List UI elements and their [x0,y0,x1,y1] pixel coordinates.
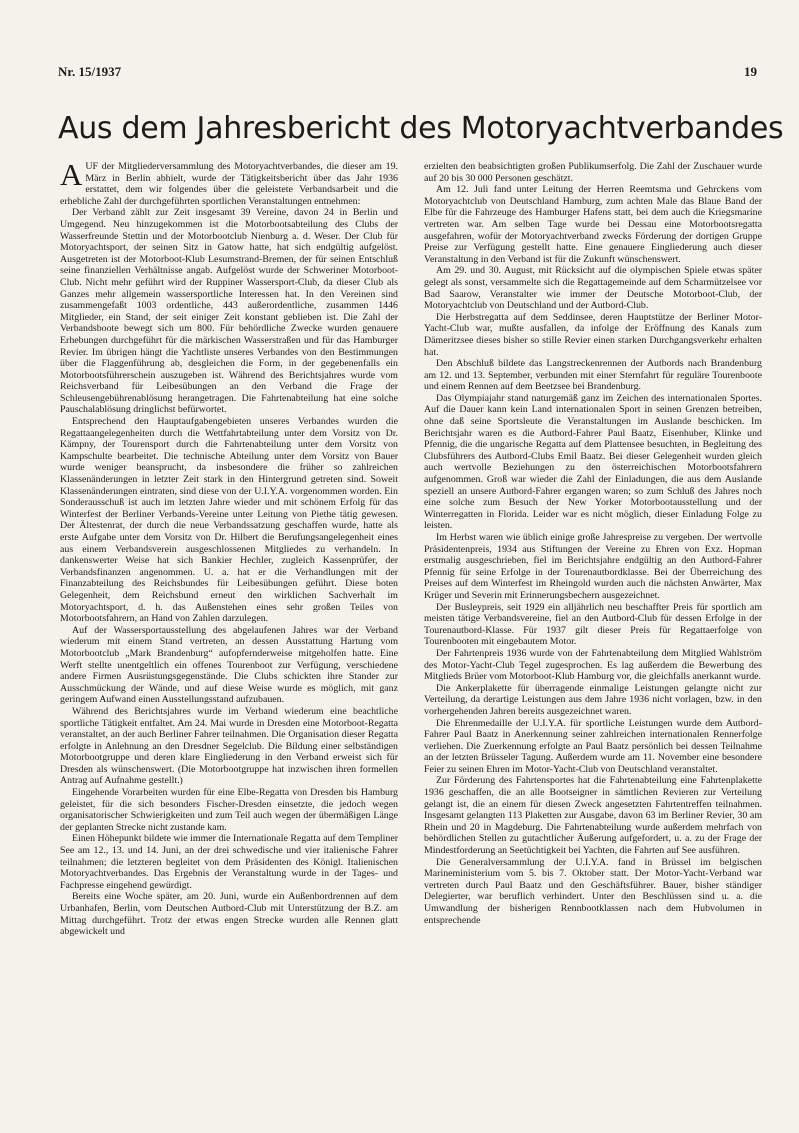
drop-cap: A [60,157,83,192]
paragraph: Der Busleypreis, seit 1929 ein alljährlich neu beschaffter Preis für sportlich am meisten tätige Verbandsvereine, fiel an den Autbord-Club für dessen Erfolge in der Tourenautbord-Klasse. Für 1937 gilt dieser Preis für Regattaerfolge von Tourenbooten mit eingebautem Motor. [424,601,762,648]
paragraph: Während des Berichtsjahres wurde im Verband wiederum eine beachtliche sportliche Tätigkeit entfaltet. Am 24. Mai wurde in Dresden eine Motorboot-Regatta veranstaltet, an der auch Berliner Fahrer teilnahmen. Die Organisation dieser Regatta erfolgte in Anlehnung an den Dresdner Segelclub. Die Bildung einer selbständigen Motorbootgruppe und deren klare Eingliederung in den Verband erweist sich für Dresden als wünschenswert. (Die Motorbootgruppe hat inzwischen ihren formellen Antrag auf Aufnahme gestellt.) [60,705,398,787]
paragraph: Einen Höhepunkt bildete wie immer die Internationale Regatta auf dem Templiner See am 12., 13. und 14. Juni, an der drei schwedische und vier italienische Fahrer teilnahmen; die letzteren begleitet von dem Präsidenten des Königl. Italienischen Motoryachtverbandes. Das Ergebnis der Veranstaltung wurde in der Tages- und Fachpresse eingehend gewürdigt. [60,833,398,891]
paragraph: Der Fahrtenpreis 1936 wurde von der Fahrtenabteilung dem Mitglied Wahlström des Motor-Yacht-Club Tegel zugesprochen. Es lag außerdem die Bewerbung des Mitglieds Brüer vom Motorboot-Klub Hamburg vor, die gleichfalls anerkannt wurde. [424,647,762,683]
paragraph: Die Ankerplakette für überragende einmalige Leistungen gelangte nicht zur Verteilung, da derartige Leistungen aus dem Jahre 1936 nicht vorlagen, bzw. in den vorhergehenden Jahren bereits ausgezeichnet waren. [424,682,762,717]
paragraph: Die Ehrenmedaille der U.I.Y.A. für sportliche Leistungen wurde dem Autbord-Fahrer Paul Baatz in Anerkennung seiner zahlreichen internationalen Rennerfolge verliehen. Die Zuerkennung erfolgte an Paul Baatz persönlich bei dessen Teilnahme an der letzten Brüsseler Tagung. Außerdem wurde am 11. November eine besondere Feier zu seinen Ehren im Motor-Yacht-Club von Deutschland veranstaltet. [424,717,762,775]
article-column-left [60,157,398,938]
paragraph: Die Herbstregatta auf dem Seddinsee, deren Hauptstütze der Berliner Motor-Yacht-Club war, mußte ausfallen, da infolge der Eröffnung des Kanals zum Dämeritzsee dieses bisher so stille Revier einen starken Durchgangsverkehr erhalten hat. [424,311,762,358]
paragraph: Eingehende Vorarbeiten wurden für eine Elbe-Regatta von Dresden bis Hamburg geleistet, für die sich besonders Fischer-Dresden einsetzte, die jedoch wegen organisatorischer Schwierigkeiten und zum Teil auch wegen der übermäßigen Länge der geplanten Strecke nicht zustande kam. [60,787,398,833]
paragraph-text: UF der Mitgliederversammlung des Motoryachtverbandes, die dieser am 19. März in Berlin abhielt, wurde der Tätigkeitsbericht über das Jahr 1936 erstattet, dem wir folgendes über die geleistete Verbandsarbeit und die erhebliche Zahl der durchgeführten sportlichen Veranstaltungen entnehmen: [60,161,398,207]
paragraph: Auf der Wassersportausstellung des abgelaufenen Jahres war der Verband wiederum mit einem Stand vertreten, an dessen Ausstattung Hartung vom Motorbootclub „Mark Brandenburg“ aufopfernderweise mitgeholfen hatte. Eine Werft stellte unentgeltlich ein offenes Tourenboot zur Verfügung, verschiedene andere Firmen Ausrüstungsgegenstände. Die Clubs schickten ihre Stander zur Ausschmückung der Wände, und auf diese Weise wurde es möglich, mit ganz geringem Aufwand einen Ausstellungsstand aufzubauen. [60,624,398,706]
paragraph: Entsprechend den Hauptaufgabengebieten unseres Verbandes wurden die Regattaangelegenheiten durch die Wettfahrtabteilung unter dem Vorsitz von Dr. Kämpny, der Tourensport durch die Fahrtenabteilung unter dem Vorsitz von Kampschulte bearbeitet. Die technische Abteilung unter dem Vorsitz von Bauer wurde weniger beansprucht, da insbesondere die früher so zahlreichen Klassenänderungen in letzter Zeit stark in den Hintergrund getreten sind. Soweit Klassenänderungen eintraten, sind diese von der U.I.Y.A. vorgenommen worden. Ein Sonderausschuß ist auch im letzten Jahre wieder und mit schönem Erfolg für das Winterfest der Berliner Verbands-Vereine unter Leitung von Piethe tätig gewesen. Der Ältestenrat, der durch die neue Verbandssatzung geschaffen wurde, hatte als erste Aufgabe unter dem Vorsitz von Dr. Hilbert die Berufungsangelegenheit eines aus einem Verbandsverein ausgeschlossenen Mitgliedes zu verhandeln. In dankenswerter Weise hat sich Bankier Hechler, zugleich Kassenprüfer, der Verbandsfinanzen angenommen. U. a. hat er die Verhandlungen mit der Finanzabteilung des Reichsbundes für Leibesübungen geführt. Diese boten Gelegenheit, dem Reichsbund erneut den wirklichen Sachverhalt im Motoryachtsport, d. h. das Außenstehen eines sehr großen Teiles von Motorbootsfahrern, an Hand von Zahlen darzulegen. [60,416,398,625]
paragraph: Am 12. Juli fand unter Leitung der Herren Reemtsma und Gehrckens vom Motoryachtclub von Deutschland Hamburg, zum achten Male das Blaue Band der Elbe für die Fahrzeuge des Hamburger Hafens statt, bei dem auch die Kriegsmarine vertreten war. Am selben Tage wurde bei Dessau eine Motorbootsregatta ausgefahren, wofür der Motoryachtverband zwecks Förderung der dortigen Gruppe Preise zur Verfügung gestellt hatte. Eine genauere Eingliederung auch dieser Veranstaltung in den Verband ist für die Zukunft wünschenswert. [424,184,762,265]
paragraph: Der Verband zählt zur Zeit insgesamt 39 Vereine, davon 24 in Berlin und Umgegend. Neu hinzugekommen ist die Motorbootsabteilung des Clubs der Wasserfreunde Stettin und der Motorbootclub Nienburg a. d. Weser. Der Club für Motoryachtsport, der seinen Sitz in Gatow hatte, hat sich endgültig aufgelöst. Ausgetreten ist der Motorboot-Klub Lesumstrand-Bremen, der für seinen Entschluß seine finanziellen Verhältnisse angab. Aufgelöst wurde der Schweriner Motorboot-Club. Nicht mehr geführt wird der Ruppiner Wassersport-Club, da dieser Club als Ganzes mehr allgemein wassersportliche Interessen hat. In den Vereinen sind zusammengefaßt 1003 ordentliche, 443 außerordentliche, zusammen 1446 Mitglieder, ein Stand, der seit einiger Zeit konstant geblieben ist. Die Zahl der Verbandsboote bewegt sich um 800. Für behördliche Zwecke wurden genauere Erhebungen durchgeführt für die märkischen Wasserstraßen und für das Hamburger Revier. Im übrigen hängt die Yachtliste unseres Verbandes von den Bestimmungen über die Flaggenführung ab, desgleichen die Form, in der gegebenenfalls ein Motorbootsführerschein auszugeben ist. Während des Berichtsjahres wurde vom Reichsverband für Leibesübungen an den Verband die Frage der Schleusengebührenablösung herangetragen. Die Fahrtenabteilung hat eine solche Pauschalablösung dringlichst befürwortet. [60,207,398,416]
paragraph: Bereits eine Woche später, am 20. Juni, wurde ein Außenbordrennen auf dem Urbanhafen, Berlin, vom Deutschen Autbord-Club mit Unterstützung der B.Z. am Mittag durchgeführt. Trotz der etwas engen Strecke wurden alle Rennen glatt abgewickelt und [60,891,398,938]
article-column-right [424,161,762,926]
paragraph: Zur Förderung des Fahrtensportes hat die Fahrtenabteilung eine Fahrtenplakette 1936 geschaffen, die an alle Bootseigner in sämtlichen Revieren zur Verteilung gelangt ist, die an einem für diesen Zweck angesetzten Fahrtentreffen teilnahmen. Insgesamt gelangten 113 Plaketten zur Ausgabe, davon 63 im Berliner Revier, 30 am Rhein und 20 in Magdeburg. Die Fahrtenabteilung wurde außerdem mehrfach von behördlichen Stellen zu gutachtlicher Äußerung aufgefordert, u. a. zu der Frage der Mindestforderung an Seetüchtigkeit bei Yachten, die Fahrten auf See ausführen. [424,775,762,857]
paragraph: Das Olympiajahr stand naturgemäß ganz im Zeichen des internationalen Sportes. Auf die Dauer kann kein Land internationalen Sport in seinen Grenzen betreiben, ohne daß seine Sportsleute die Veranstaltungen im Auslande beschicken. Im Berichtsjahr waren es die Autbord-Fahrer Paul Baatz, Eisenhuber, Klinke und Pfennig, die die ungarische Regatta auf dem Plattensee besuchten, in Begleitung des Clubsführers des Autbord-Clubs Emil Baatz. Bei dieser Gelegenheit wurden gleich auch wertvolle Beziehungen zu den österreichischen Motorbootsfahrern aufgenommen. Groß war wieder die Zahl der Einladungen, die aus dem Auslande speziell an unsere Autbord-Fahrer ergangen waren; so zum Schluß des Jahres noch eine solche zum Besuch der New Yorker Motorbootausstellung und der Winterregatten in Florida. Leider war es nicht möglich, dieser Einladung Folge zu leisten. [424,392,762,532]
article-title: Aus dem Jahresbericht des Motoryachtverbandes [58,111,784,146]
paragraph [60,157,398,207]
paragraph: Den Abschluß bildete das Langstreckenrennen der Autbords nach Brandenburg am 12. und 13. September, verbunden mit einer Sternfahrt für reguläre Tourenboote und einem Rennen auf dem Beetzsee bei Brandenburg. [424,358,762,393]
paragraph: Im Herbst waren wie üblich einige große Jahrespreise zu vergeben. Der wertvolle Präsidentenpreis, 1934 aus Stiftungen der Vereine zu Ehren von Exz. Hopman erstmalig ausgeschrieben, fiel im Berichtsjahre endgültig an den Autbord-Fahrer Pfennig für seine Erfolge in der Tourenautbordklasse. Bei der Überreichung des Preises auf dem Winterfest im Rheingold wurden auch die nächsten Anwärter, Max Krüger und Severin mit Erinnerungsbechern ausgezeichnet. [424,532,762,601]
page-number: 19 [744,64,757,79]
paragraph: Die Generalversammlung der U.I.Y.A. fand in Brüssel im belgischen Marineministerium vom 5. bis 7. Oktober statt. Der Motor-Yacht-Verband war vertreten durch Paul Baatz und den Geschäftsführer. Bauer, bisher ständiger Delegierter, war beruflich verhindert. Unter den Beschlüssen sind u. a. die Umwandlung der bisherigen Rennbootklassen nach dem Hubvolumen in entsprechende [424,856,762,926]
issue-number: Nr. 15/1937 [58,64,122,79]
paragraph: Am 29. und 30. August, mit Rücksicht auf die olympischen Spiele etwas später gelegt als sonst, versammelte sich die Regattagemeinde auf dem Scharmützelsee vor Bad Saarow, Veranstalter wie immer der Deutsche Motorboot-Club, der Motoryachtclub von Deutschland und der Autbord-Club. [424,265,762,312]
paragraph: erzielten den beabsichtigten großen Publikumserfolg. Die Zahl der Zuschauer wurde auf 20 bis 30 000 Personen geschätzt. [424,161,762,184]
